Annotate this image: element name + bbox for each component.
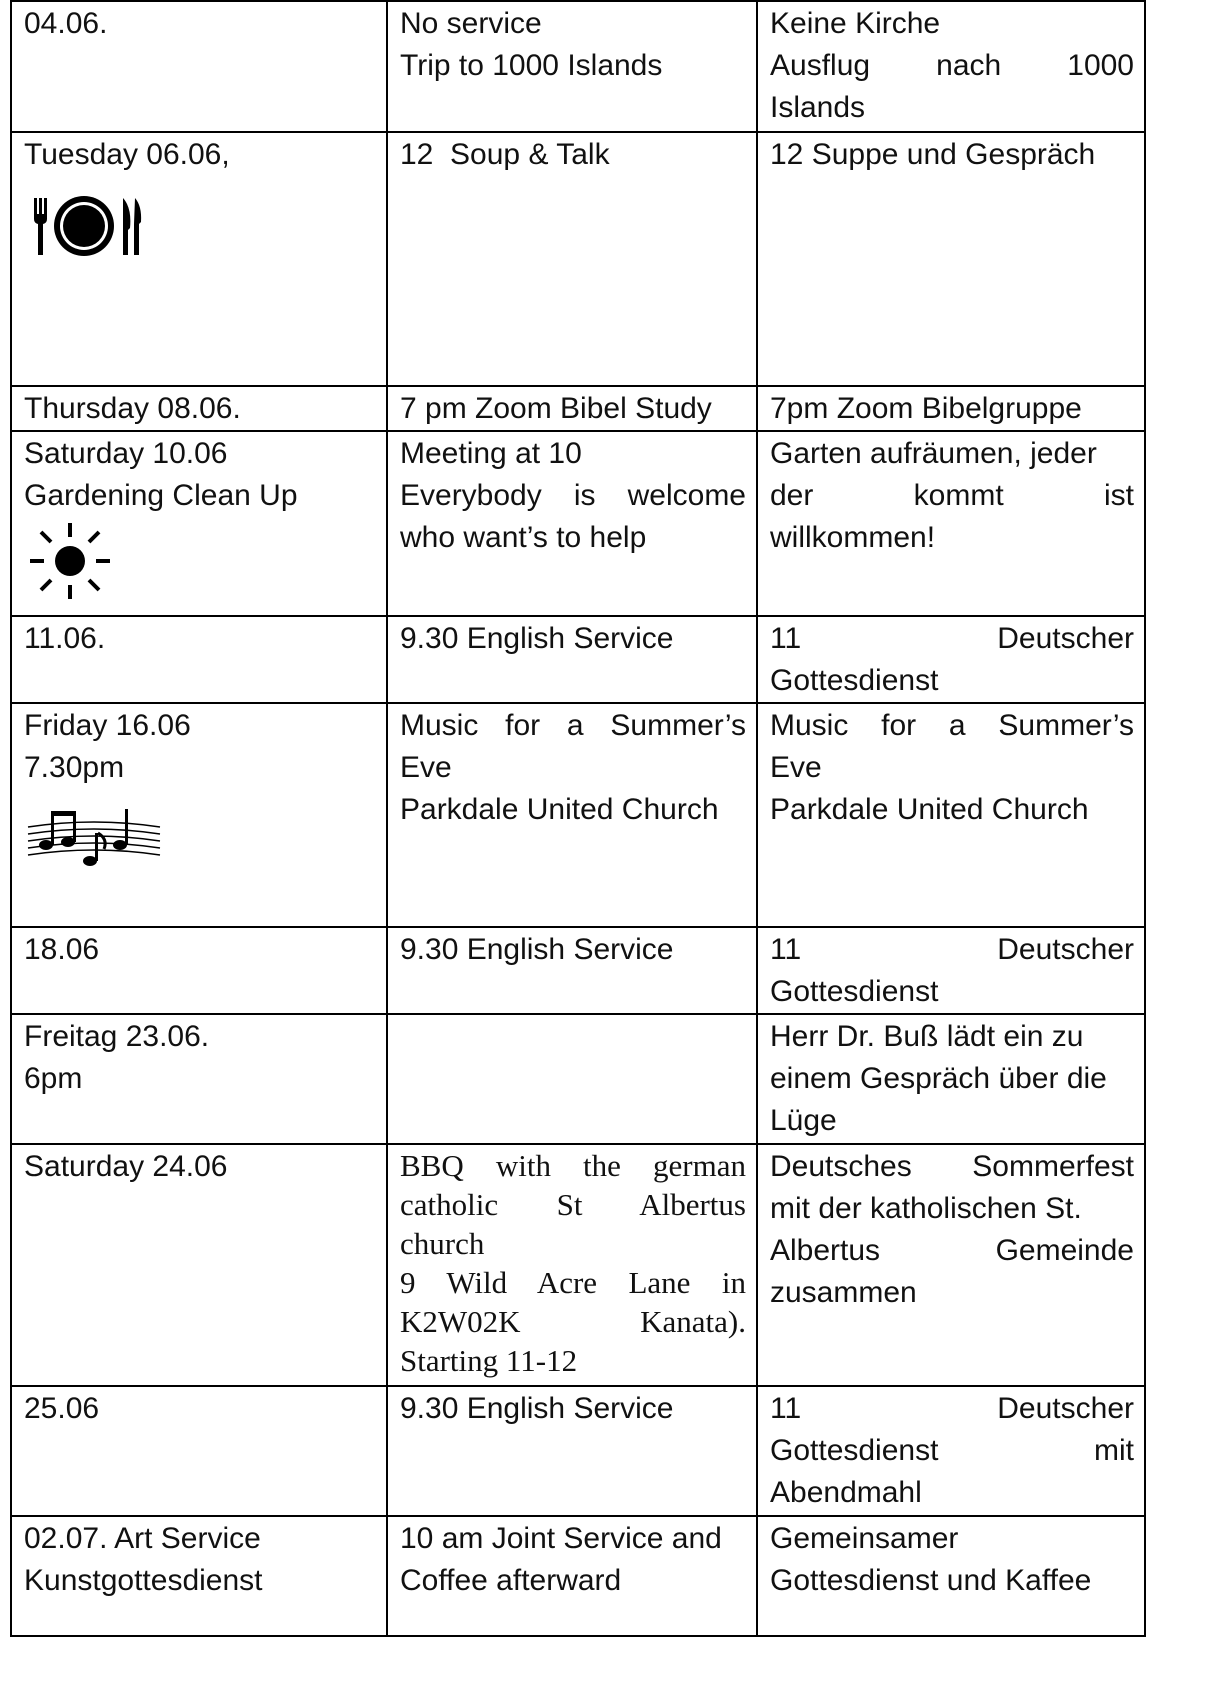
english-text: Parkdale United Church — [400, 793, 719, 826]
plate-cutlery-icon — [24, 192, 376, 270]
german-cell — [757, 431, 1145, 616]
english-text: 9.30 English Service — [400, 933, 674, 966]
table-row — [11, 132, 1145, 386]
english-text: Everybody is welcome — [400, 479, 746, 512]
german-text: Music for a Summer’s — [770, 709, 1134, 742]
date-text: 7.30pm — [24, 751, 125, 784]
german-cell — [757, 703, 1145, 927]
date-text: 04.06. — [24, 7, 108, 40]
english-text: 9.30 English Service — [400, 1392, 674, 1425]
date-cell — [11, 927, 387, 1014]
english-text: Eve — [400, 751, 452, 784]
german-text: Gottesdienst — [770, 664, 939, 697]
table-row — [11, 431, 1145, 616]
date-cell — [11, 703, 387, 927]
schedule-table — [10, 0, 1146, 1637]
date-text: Tuesday 06.06, — [24, 138, 230, 171]
date-cell — [11, 616, 387, 703]
date-cell — [11, 1014, 387, 1144]
german-text: Parkdale United Church — [770, 793, 1089, 826]
english-cell — [387, 1516, 757, 1636]
german-text: Lüge — [770, 1104, 837, 1137]
german-text: 11 Deutscher — [770, 622, 1134, 655]
english-text: Meeting at 10 — [400, 437, 582, 470]
english-text: 12 Soup & Talk — [400, 138, 610, 171]
english-cell — [387, 1014, 757, 1144]
date-cell — [11, 386, 387, 431]
english-cell — [387, 1386, 757, 1516]
date-text: 6pm — [24, 1062, 83, 1095]
english-text: No service — [400, 7, 542, 40]
english-cell — [387, 1, 757, 132]
german-text: Garten aufräumen, jeder — [770, 437, 1097, 470]
table-row — [11, 703, 1145, 927]
english-cell — [387, 431, 757, 616]
german-text: Gottesdienst — [770, 975, 939, 1008]
german-text: Ausflug nach 1000 — [770, 49, 1134, 82]
english-text: who want’s to help — [400, 521, 647, 554]
english-text: 10 am Joint Service and — [400, 1522, 722, 1555]
german-text: Keine Kirche — [770, 7, 941, 40]
english-text: Trip to 1000 Islands — [400, 49, 663, 82]
date-cell — [11, 1, 387, 132]
german-text: Albertus Gemeinde — [770, 1234, 1134, 1267]
german-text: 11 Deutscher — [770, 1392, 1134, 1425]
german-text: einem Gespräch über die — [770, 1062, 1107, 1095]
german-text: Abendmahl — [770, 1476, 922, 1509]
date-cell — [11, 1386, 387, 1516]
german-cell — [757, 616, 1145, 703]
sun-icon — [24, 519, 376, 615]
table-row — [11, 1014, 1145, 1144]
english-text: BBQ with the german — [400, 1148, 746, 1183]
english-cell — [387, 616, 757, 703]
german-cell — [757, 1, 1145, 132]
german-text: Islands — [770, 91, 866, 124]
english-cell — [387, 1144, 757, 1386]
german-text: Gottesdienst mit — [770, 1434, 1134, 1467]
table-row — [11, 1516, 1145, 1636]
german-text: Eve — [770, 751, 822, 784]
music-notes-icon — [24, 803, 376, 885]
table-row — [11, 1144, 1145, 1386]
table-row — [11, 1386, 1145, 1516]
german-text: Deutsches Sommerfest — [770, 1150, 1134, 1183]
english-text: 9.30 English Service — [400, 622, 674, 655]
english-cell — [387, 927, 757, 1014]
german-cell — [757, 386, 1145, 431]
english-text: catholic St Albertus — [400, 1187, 746, 1222]
table-row — [11, 1, 1145, 132]
date-text: 02.07. Art Service — [24, 1522, 261, 1555]
date-text: 25.06 — [24, 1392, 100, 1425]
german-cell — [757, 1014, 1145, 1144]
english-text: Coffee afterward — [400, 1564, 622, 1597]
date-cell — [11, 132, 387, 386]
schedule-document — [10, 0, 1146, 1637]
date-text: Saturday 24.06 — [24, 1150, 228, 1183]
table-row — [11, 386, 1145, 431]
date-text: Saturday 10.06 — [24, 437, 228, 470]
german-text: 11 Deutscher — [770, 933, 1134, 966]
english-text: K2W02K Kanata). — [400, 1304, 746, 1339]
date-text: 18.06 — [24, 933, 100, 966]
german-text: der kommt ist — [770, 479, 1134, 512]
english-text: Starting 11-12 — [400, 1343, 578, 1378]
german-cell — [757, 1386, 1145, 1516]
date-text: 11.06. — [24, 622, 106, 655]
german-text: Herr Dr. Buß lädt ein zu — [770, 1020, 1084, 1053]
date-text: Thursday 08.06. — [24, 392, 241, 425]
english-text: Music for a Summer’s — [400, 709, 746, 742]
german-text: 12 Suppe und Gespräch — [770, 138, 1096, 171]
date-text: Friday 16.06 — [24, 709, 191, 742]
german-cell — [757, 1144, 1145, 1386]
date-cell — [11, 1144, 387, 1386]
date-cell — [11, 431, 387, 616]
english-text: church — [400, 1226, 485, 1261]
date-cell — [11, 1516, 387, 1636]
german-text: willkommen! — [770, 521, 936, 554]
german-text: Gemeinsamer — [770, 1522, 959, 1555]
date-text: Freitag 23.06. — [24, 1020, 210, 1053]
english-text: 9 Wild Acre Lane in — [400, 1265, 746, 1300]
german-text: zusammen — [770, 1276, 917, 1309]
date-text: Gardening Clean Up — [24, 479, 298, 512]
english-cell — [387, 132, 757, 386]
german-cell — [757, 132, 1145, 386]
german-text: 7pm Zoom Bibelgruppe — [770, 392, 1082, 425]
english-cell — [387, 703, 757, 927]
german-text: Gottesdienst und Kaffee — [770, 1564, 1092, 1597]
german-cell — [757, 927, 1145, 1014]
german-text: mit der katholischen St. — [770, 1192, 1082, 1225]
table-row — [11, 927, 1145, 1014]
table-row — [11, 616, 1145, 703]
date-text: Kunstgottesdienst — [24, 1564, 263, 1597]
german-cell — [757, 1516, 1145, 1636]
english-text: 7 pm Zoom Bibel Study — [400, 392, 712, 425]
english-cell — [387, 386, 757, 431]
